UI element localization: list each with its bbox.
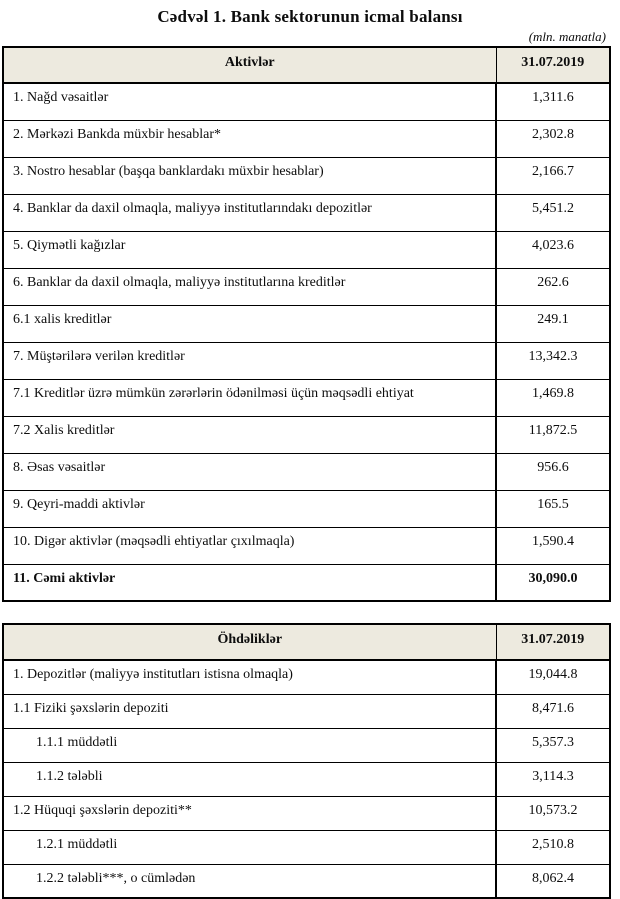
liabilities-header-date: 31.07.2019 bbox=[496, 624, 610, 660]
row-label: 4. Banklar da daxil olmaqla, maliyyə institutlarındakı depozitlər bbox=[3, 194, 496, 231]
row-value: 2,510.8 bbox=[496, 830, 610, 864]
liabilities-header-label: Öhdəliklər bbox=[3, 624, 496, 660]
row-label: 7.1 Kreditlər üzrə mümkün zərərlərin ödənilməsi üçün məqsədli ehtiyat bbox=[3, 379, 496, 416]
row-label: 1.1.2 tələbli bbox=[3, 762, 496, 796]
table-row bbox=[3, 120, 610, 157]
document-page bbox=[0, 6, 620, 886]
row-value: 2,302.8 bbox=[496, 120, 610, 157]
unit-note: (mln. manatla) bbox=[528, 29, 606, 44]
row-value: 2,166.7 bbox=[496, 157, 610, 194]
row-label: 1.1 Fiziki şəxslərin depoziti bbox=[3, 694, 496, 728]
row-label: 7.2 Xalis kreditlər bbox=[3, 416, 496, 453]
row-label: 1.2 Hüquqi şəxslərin depoziti** bbox=[3, 796, 496, 830]
assets-table bbox=[2, 46, 611, 602]
row-value: 1,311.6 bbox=[496, 83, 610, 120]
table-row bbox=[3, 453, 610, 490]
table-row bbox=[3, 564, 610, 601]
table-row bbox=[3, 762, 610, 796]
table-row bbox=[3, 830, 610, 864]
row-label: 11. Cəmi aktivlər bbox=[3, 564, 496, 601]
table-row bbox=[3, 416, 610, 453]
row-value: 30,090.0 bbox=[496, 564, 610, 601]
row-value: 19,044.8 bbox=[496, 660, 610, 694]
table-row bbox=[3, 231, 610, 268]
row-label: 6.1 xalis kreditlər bbox=[3, 305, 496, 342]
row-value: 13,342.3 bbox=[496, 342, 610, 379]
row-label: 6. Banklar da daxil olmaqla, maliyyə institutlarına kreditlər bbox=[3, 268, 496, 305]
table-row bbox=[3, 268, 610, 305]
table-row bbox=[3, 83, 610, 120]
row-value: 3,114.3 bbox=[496, 762, 610, 796]
row-value: 5,357.3 bbox=[496, 728, 610, 762]
table-row bbox=[3, 694, 610, 728]
table-row bbox=[3, 728, 610, 762]
row-value: 8,062.4 bbox=[496, 864, 610, 898]
row-value: 165.5 bbox=[496, 490, 610, 527]
table-row bbox=[3, 796, 610, 830]
row-label: 1. Nağd vəsaitlər bbox=[3, 83, 496, 120]
row-value: 11,872.5 bbox=[496, 416, 610, 453]
table-row bbox=[3, 342, 610, 379]
table-row bbox=[3, 527, 610, 564]
row-label: 9. Qeyri-maddi aktivlər bbox=[3, 490, 496, 527]
row-value: 10,573.2 bbox=[496, 796, 610, 830]
table-row bbox=[3, 157, 610, 194]
liabilities-table bbox=[2, 623, 611, 899]
row-label: 7. Müştərilərə verilən kreditlər bbox=[3, 342, 496, 379]
assets-header-date: 31.07.2019 bbox=[496, 47, 610, 83]
row-value: 5,451.2 bbox=[496, 194, 610, 231]
table-row bbox=[3, 305, 610, 342]
row-value: 4,023.6 bbox=[496, 231, 610, 268]
row-label: 1.2.2 tələbli***, o cümlədən bbox=[3, 864, 496, 898]
table-row bbox=[3, 864, 610, 898]
row-value: 1,469.8 bbox=[496, 379, 610, 416]
table-row bbox=[3, 194, 610, 231]
row-label: 2. Mərkəzi Bankda müxbir hesablar* bbox=[3, 120, 496, 157]
row-label: 1. Depozitlər (maliyyə institutları istisna olmaqla) bbox=[3, 660, 496, 694]
row-label: 1.1.1 müddətli bbox=[3, 728, 496, 762]
page-title: Cədvəl 1. Bank sektorunun icmal balansı bbox=[157, 7, 463, 26]
row-value: 262.6 bbox=[496, 268, 610, 305]
table-row bbox=[3, 490, 610, 527]
row-label: 5. Qiymətli kağızlar bbox=[3, 231, 496, 268]
table-row bbox=[3, 660, 610, 694]
row-label: 1.2.1 müddətli bbox=[3, 830, 496, 864]
assets-header-row bbox=[3, 47, 610, 83]
row-label: 8. Əsas vəsaitlər bbox=[3, 453, 496, 490]
row-label: 3. Nostro hesablar (başqa banklardakı müxbir hesablar) bbox=[3, 157, 496, 194]
row-value: 249.1 bbox=[496, 305, 610, 342]
row-label: 10. Digər aktivlər (məqsədli ehtiyatlar çıxılmaqla) bbox=[3, 527, 496, 564]
table-row bbox=[3, 379, 610, 416]
row-value: 8,471.6 bbox=[496, 694, 610, 728]
assets-header-label: Aktivlər bbox=[3, 47, 496, 83]
liabilities-header-row bbox=[3, 624, 610, 660]
row-value: 1,590.4 bbox=[496, 527, 610, 564]
row-value: 956.6 bbox=[496, 453, 610, 490]
